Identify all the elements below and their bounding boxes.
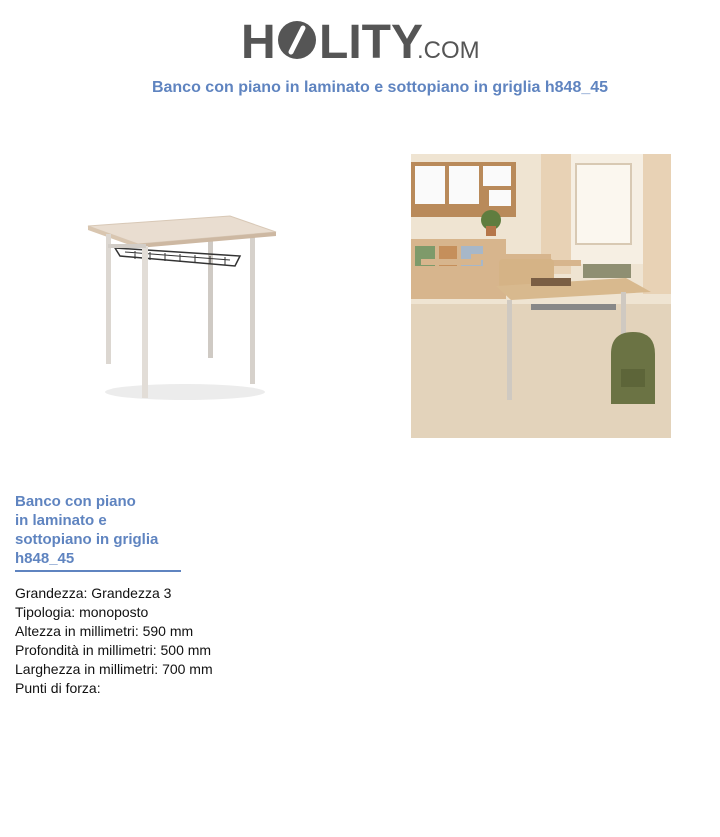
spec-row: Tipologia: monoposto — [15, 604, 149, 620]
spec-row: Larghezza in millimetri: 700 mm — [15, 661, 213, 677]
spec-label: Punti di forza — [15, 680, 97, 696]
product-title — [15, 492, 181, 572]
spec-label: Grandezza — [15, 585, 84, 601]
spec-value: 500 mm — [160, 642, 212, 658]
page-title: Banco con piano in laminato e sottopiano in griglia h848_45 — [151, 79, 609, 96]
product-image-desk — [80, 200, 290, 410]
holity-logo — [241, 10, 481, 68]
product-title-line: sottopiano in griglia — [15, 531, 159, 548]
spec-row: Profondità in millimetri: 500 mm — [15, 642, 212, 658]
spec-value: monoposto — [79, 604, 149, 620]
spec-row: Grandezza: Grandezza 3 — [15, 585, 172, 601]
spec-label: Altezza in millimetri — [15, 623, 135, 639]
logo-text-lity: LITY — [319, 16, 423, 68]
spec-row: Altezza in millimetri: 590 mm — [15, 623, 194, 639]
product-image-classroom — [411, 154, 671, 438]
product-title-line: Banco con piano — [15, 493, 136, 510]
logo-letter-h: H — [241, 16, 276, 68]
spec-value: 700 mm — [162, 661, 213, 677]
logo-suffix: .COM — [417, 37, 480, 64]
spec-value: 590 mm — [142, 623, 194, 639]
product-title-line: h848_45 — [15, 550, 75, 567]
spec-label: Profondità in millimetri — [15, 642, 153, 658]
spec-label: Tipologia — [15, 604, 72, 620]
spec-list — [15, 584, 213, 698]
spec-value: Grandezza 3 — [91, 585, 172, 601]
spec-row: Punti di forza: — [15, 680, 101, 696]
spec-label: Larghezza in millimetri — [15, 661, 155, 677]
product-title-line: in laminato e — [15, 512, 107, 529]
